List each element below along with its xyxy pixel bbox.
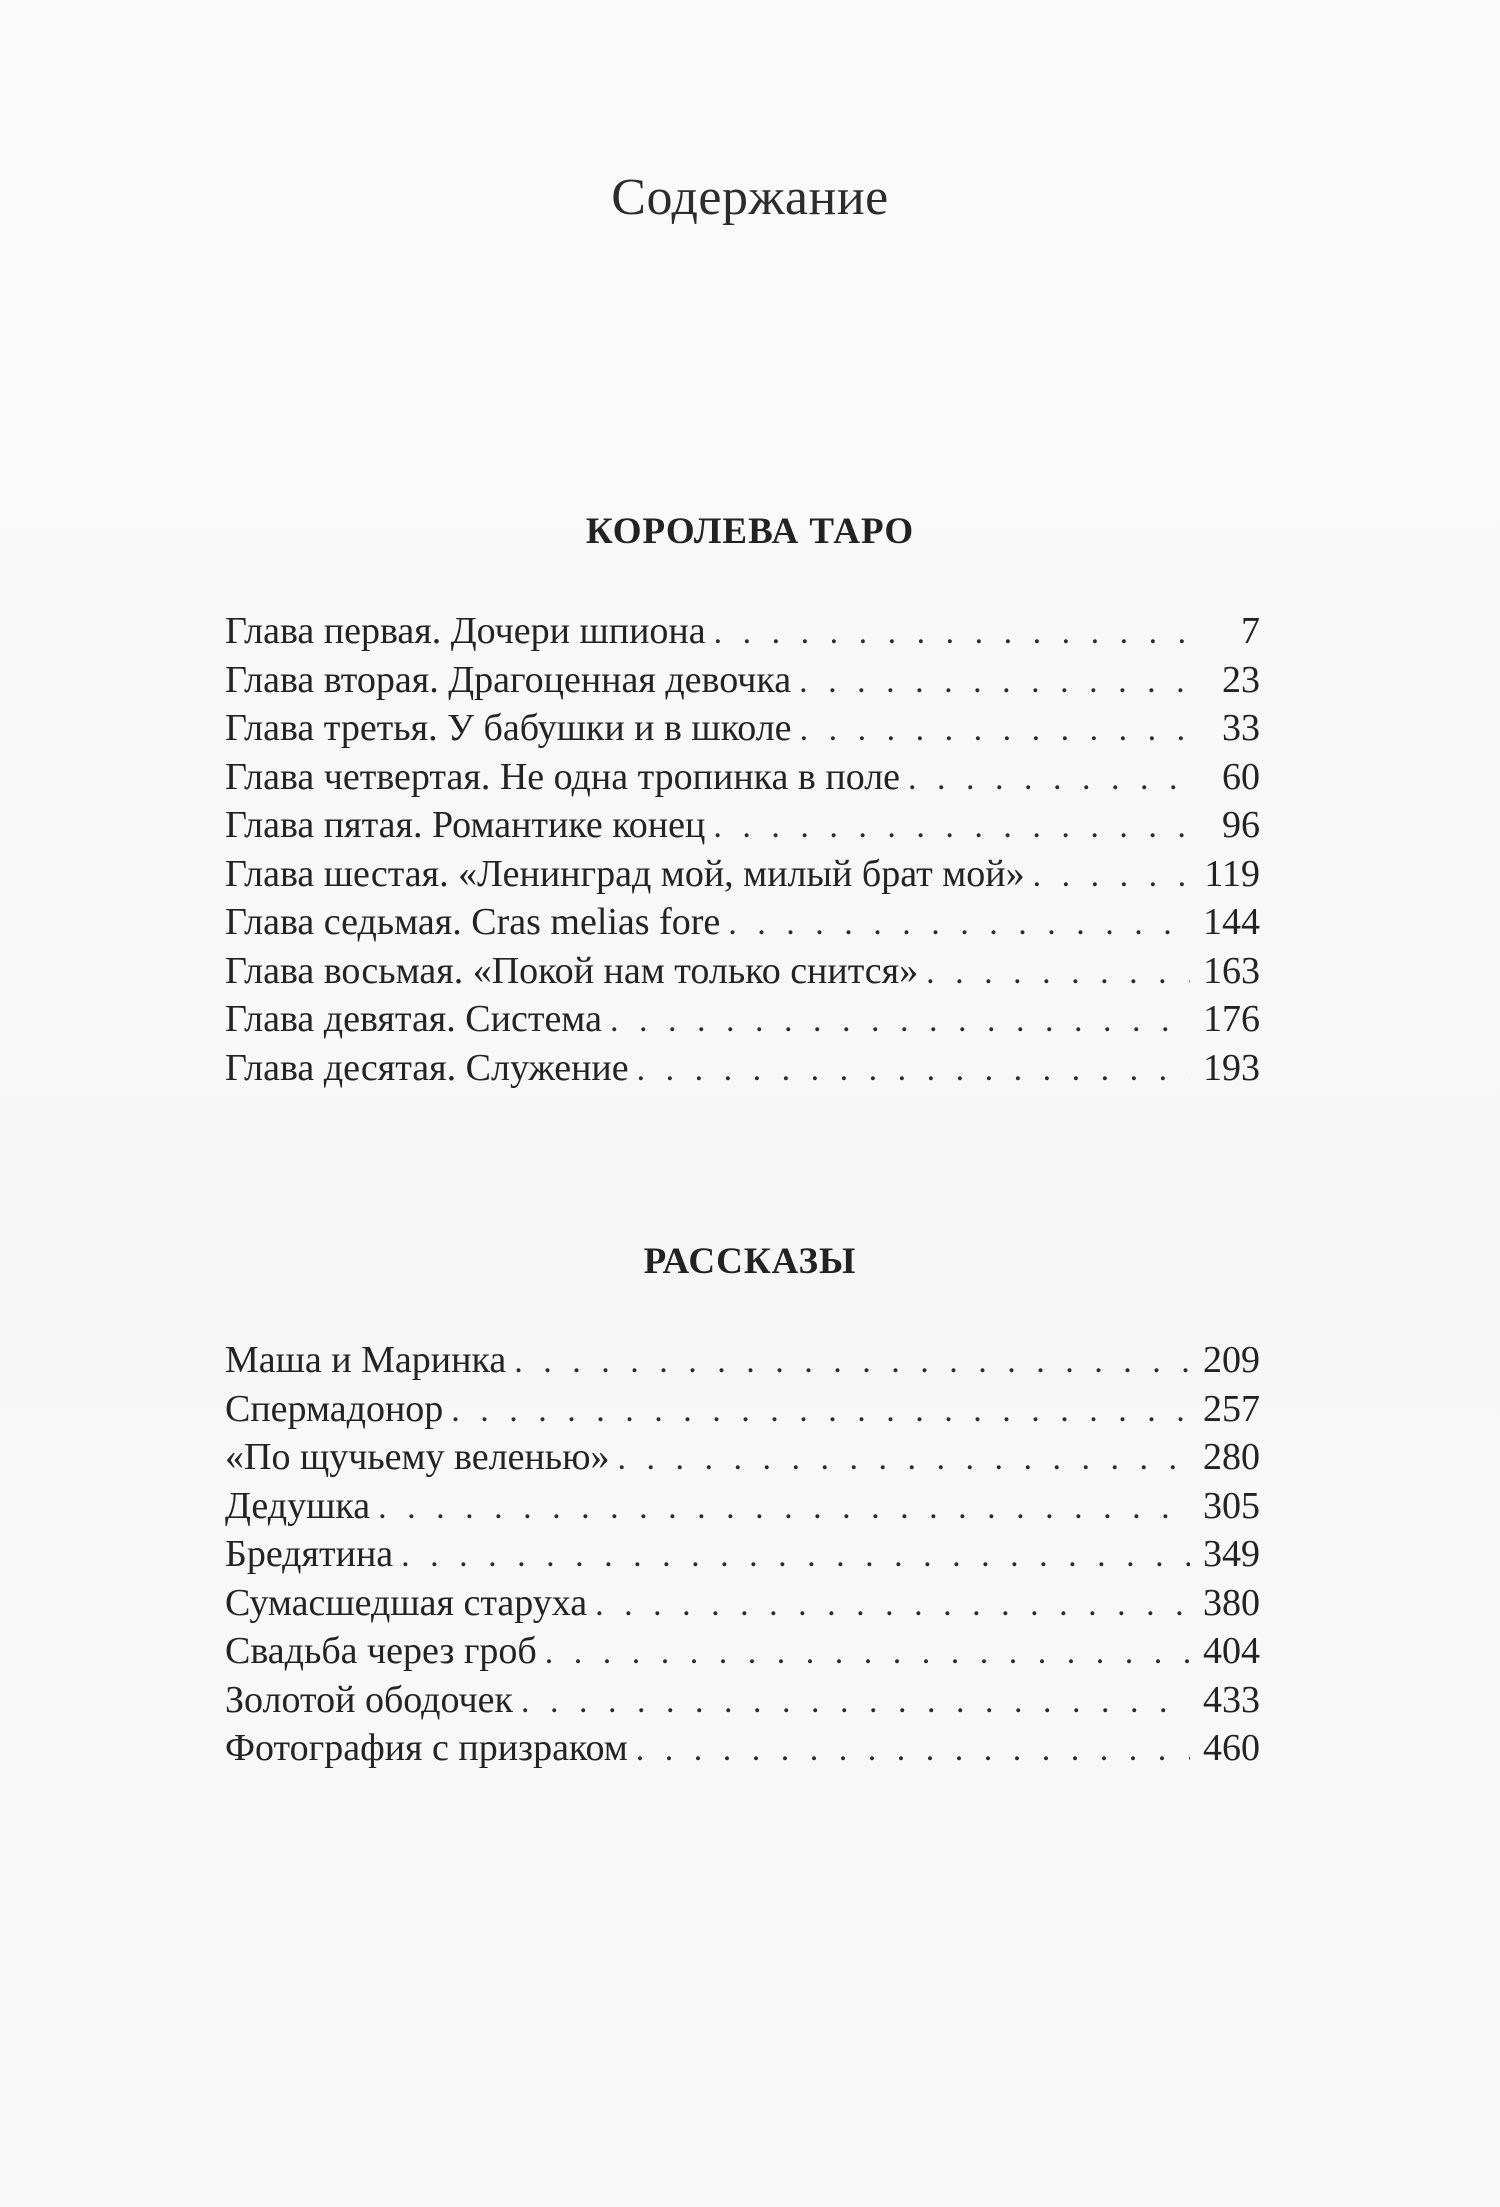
entry-title: «По щучьему веленью» [225, 1436, 610, 1478]
entry-page-number: 257 [1203, 1387, 1260, 1430]
entry-title: Глава седьмая. Cras melias fore [225, 901, 721, 943]
dot-leader [728, 900, 1190, 949]
dot-leader [521, 1678, 1190, 1727]
section-heading-koroleva-taro: КОРОЛЕВА ТАРО [585, 511, 915, 552]
dot-leader [610, 997, 1190, 1046]
entry-title: Глава шестая. «Ленинград мой, милый брат мой» [225, 852, 1025, 895]
dot-leader [1033, 852, 1190, 901]
entry-title: Золотой ободочек [225, 1678, 513, 1721]
dot-leader [713, 803, 1190, 852]
entry-page-number: 433 [1203, 1678, 1260, 1721]
entry-page-number: 460 [1203, 1727, 1260, 1769]
toc-entry [225, 1676, 1260, 1725]
entry-title: Маша и Маринка [225, 1339, 507, 1381]
toc-entry [225, 850, 1260, 899]
entry-page-number: 349 [1203, 1533, 1260, 1575]
toc-entry [225, 753, 1260, 802]
toc-entry [225, 1385, 1260, 1434]
entry-title: Спермадонор [225, 1387, 444, 1430]
entry-title: Глава четвертая. Не одна тропинка в поле [225, 755, 901, 798]
entry-page-number: 209 [1203, 1339, 1260, 1381]
dot-leader [378, 1484, 1190, 1533]
dot-leader [545, 1629, 1190, 1678]
toc-entry [225, 1530, 1260, 1579]
dot-leader [401, 1532, 1190, 1581]
entry-title: Глава вторая. Драгоценная девочка [225, 658, 792, 701]
toc-entry [225, 1627, 1260, 1676]
entry-page-number: 96 [1222, 804, 1260, 846]
toc-entry [225, 704, 1260, 753]
dot-leader [514, 1338, 1190, 1387]
entry-title: Дедушка [225, 1484, 371, 1527]
entry-title: Сумасшедшая старуха [225, 1581, 588, 1624]
entry-page-number: 23 [1222, 658, 1260, 701]
dot-leader [636, 1726, 1190, 1775]
entry-page-number: 176 [1203, 998, 1260, 1040]
entry-title: Глава восьмая. «Покой нам только снится» [225, 949, 919, 992]
dot-leader [637, 1046, 1190, 1095]
toc-list-rasskazy [225, 1336, 1260, 1773]
toc-entry [225, 1579, 1260, 1628]
toc-entry [225, 1482, 1260, 1531]
entry-page-number: 7 [1241, 610, 1260, 652]
toc-entry [225, 607, 1260, 656]
entry-page-number: 305 [1203, 1484, 1260, 1527]
entry-title: Глава первая. Дочери шпиона [225, 610, 706, 652]
toc-entry [225, 898, 1260, 947]
section-heading-rasskazy: РАССКАЗЫ [643, 1241, 857, 1282]
entry-page-number: 404 [1203, 1630, 1260, 1672]
entry-page-number: 280 [1203, 1436, 1260, 1478]
toc-entry [225, 1336, 1260, 1385]
dot-leader [799, 658, 1190, 707]
toc-list-koroleva-taro [225, 607, 1260, 1092]
toc-entry [225, 995, 1260, 1044]
dot-leader [908, 755, 1190, 804]
entry-page-number: 144 [1203, 901, 1260, 943]
entry-title: Бредятина [225, 1533, 394, 1575]
entry-title: Фотография с призраком [225, 1727, 628, 1769]
toc-entry [225, 1044, 1260, 1093]
entry-page-number: 163 [1203, 949, 1260, 992]
entry-title: Свадьба через гроб [225, 1630, 537, 1672]
toc-entry [225, 801, 1260, 850]
toc-entry [225, 947, 1260, 996]
toc-entry [225, 1724, 1260, 1773]
page-title: Содержание [611, 169, 889, 226]
entry-page-number: 119 [1204, 852, 1260, 895]
entry-title: Глава пятая. Романтике конец [225, 804, 706, 846]
entry-page-number: 380 [1203, 1581, 1260, 1624]
entry-title: Глава девятая. Система [225, 998, 602, 1040]
entry-title: Глава третья. У бабушки и в школе [225, 707, 792, 749]
dot-leader [595, 1581, 1190, 1630]
entry-page-number: 60 [1222, 755, 1260, 798]
dot-leader [618, 1435, 1190, 1484]
toc-entry [225, 656, 1260, 705]
dot-leader [926, 949, 1190, 998]
dot-leader [451, 1387, 1190, 1436]
toc-entry [225, 1433, 1260, 1482]
entry-page-number: 33 [1222, 707, 1260, 749]
dot-leader [714, 609, 1190, 658]
entry-page-number: 193 [1203, 1046, 1260, 1089]
dot-leader [800, 706, 1190, 755]
entry-title: Глава десятая. Служение [225, 1046, 629, 1089]
